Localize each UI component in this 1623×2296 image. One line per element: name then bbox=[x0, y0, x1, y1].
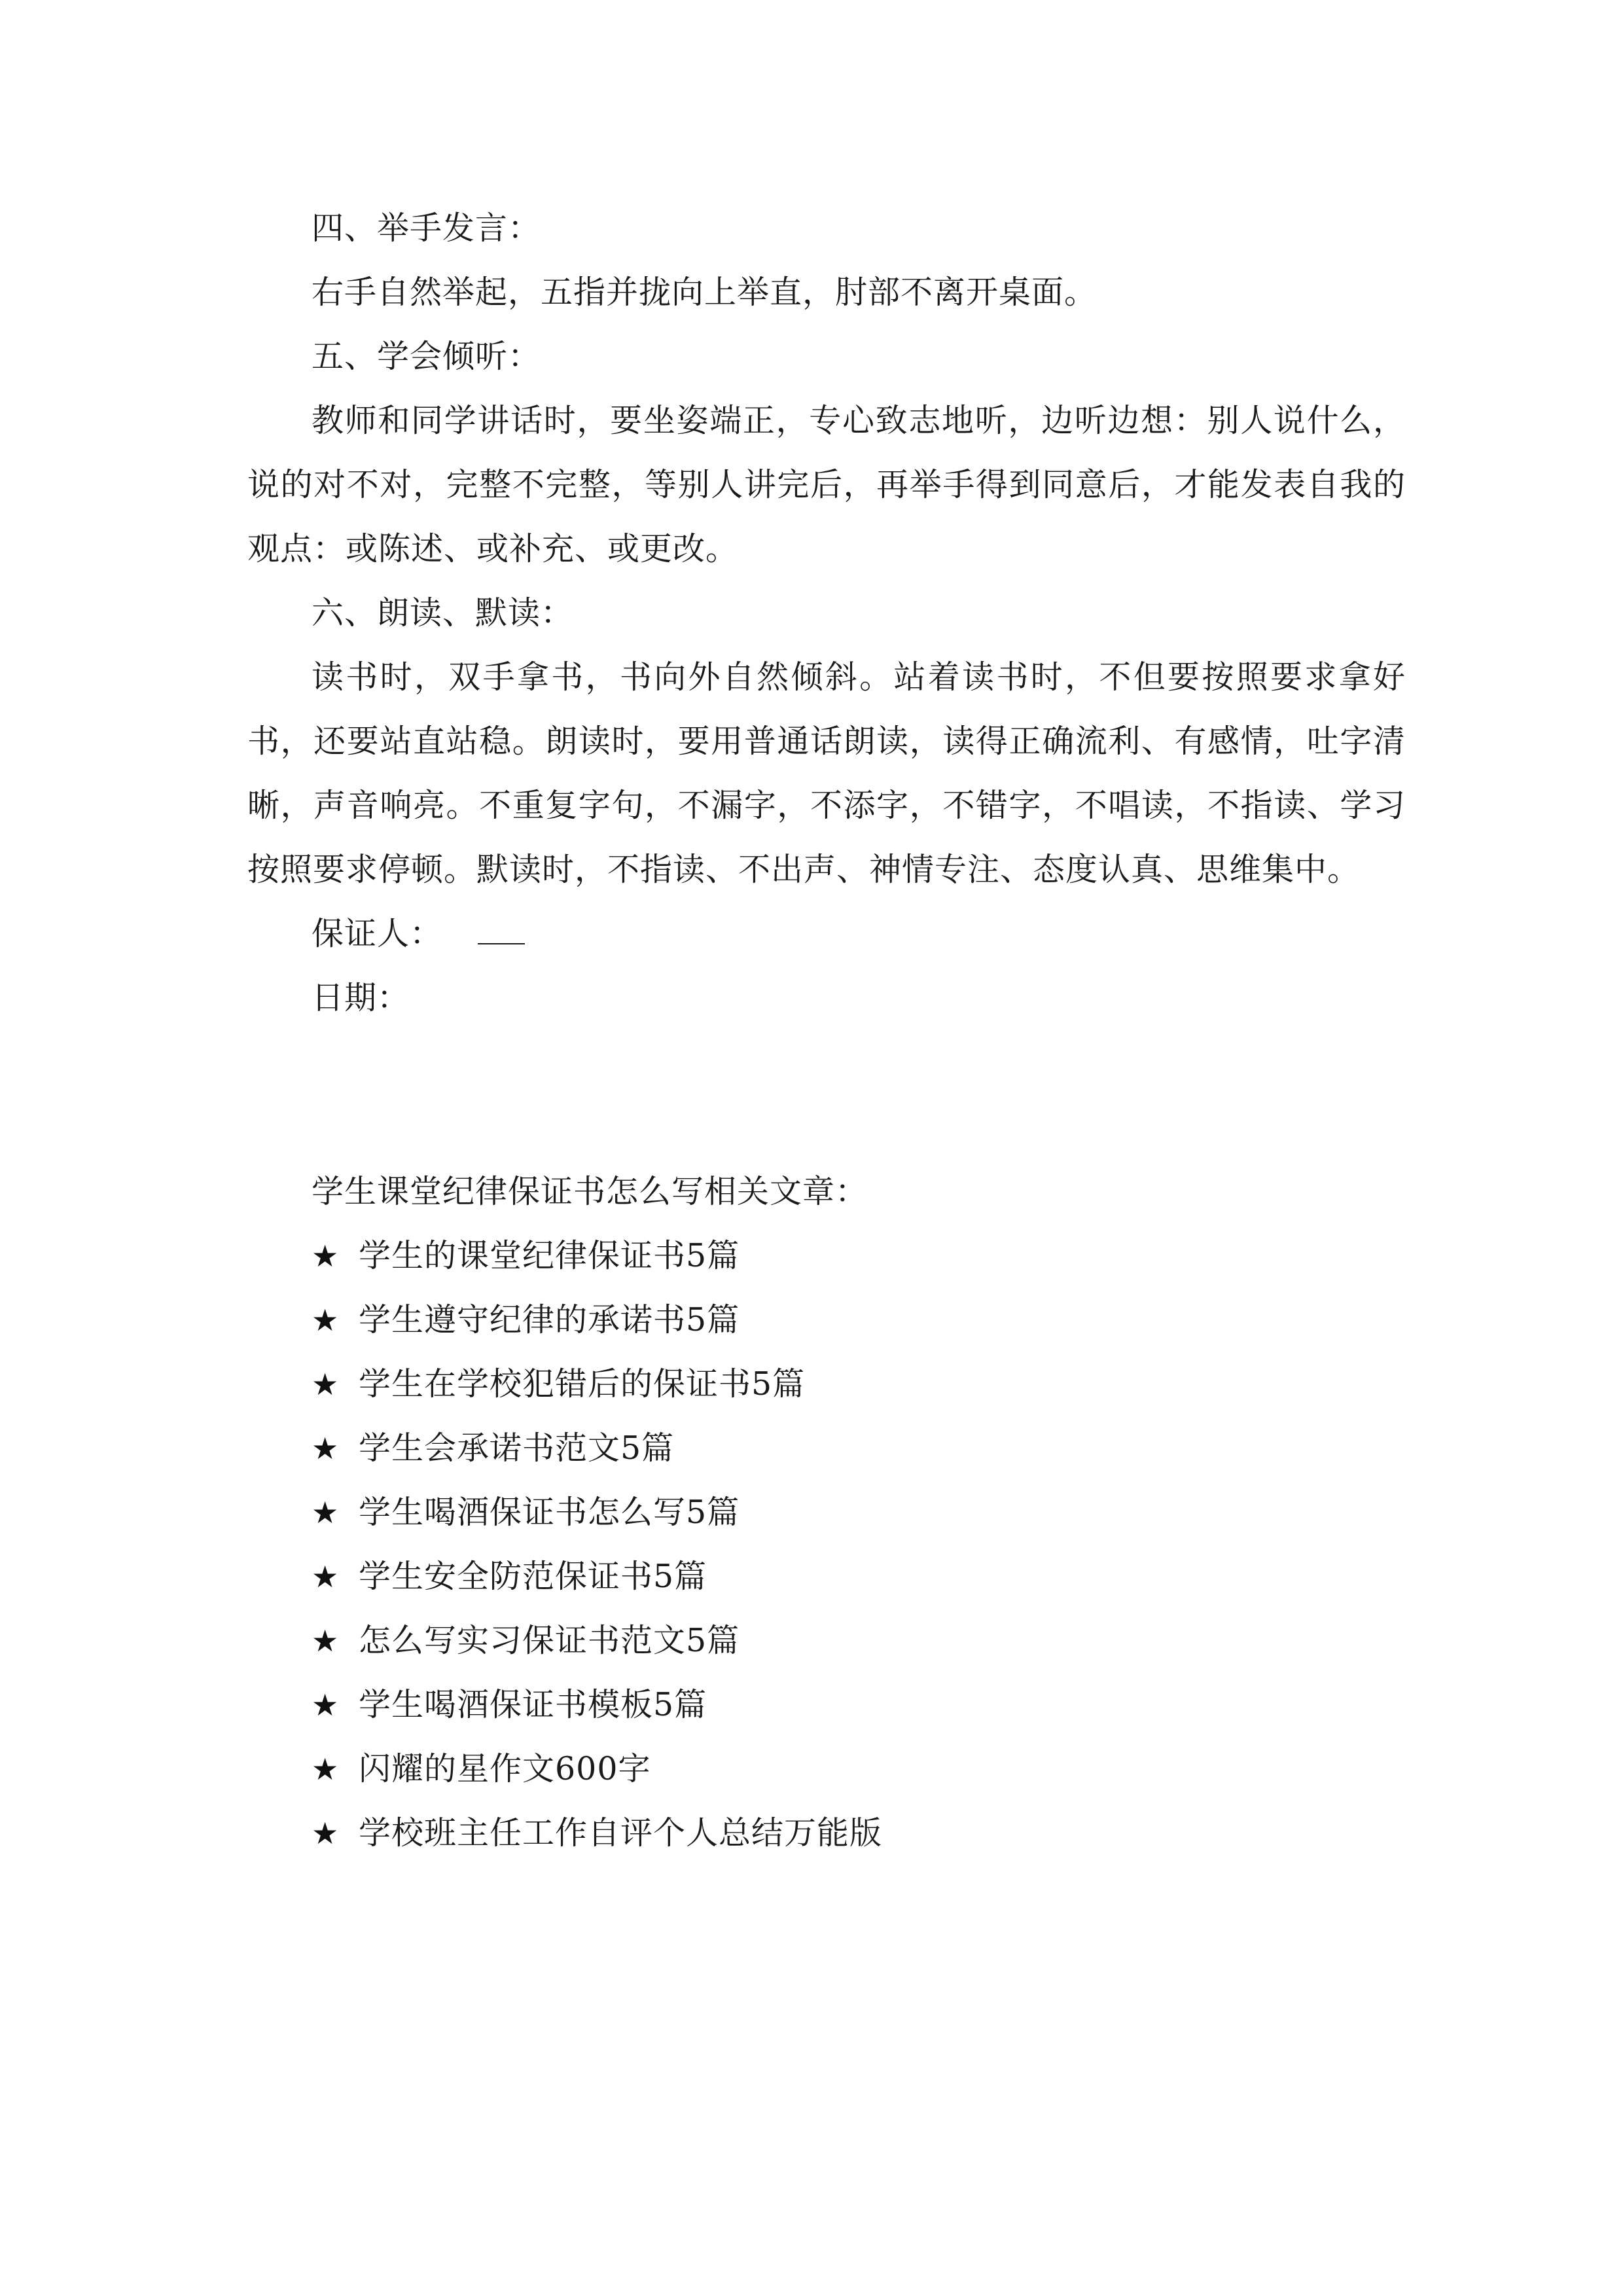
related-articles-title: 学生课堂纪律保证书怎么写相关文章： bbox=[312, 1173, 868, 1210]
date-label: 日期： bbox=[312, 979, 410, 1016]
guarantor-row bbox=[247, 902, 1406, 966]
star-icon: ★ bbox=[312, 1687, 340, 1723]
star-icon: ★ bbox=[312, 1751, 340, 1787]
related-article-item[interactable] bbox=[312, 1288, 1406, 1352]
related-article-item[interactable] bbox=[312, 1673, 1406, 1737]
paragraph-reading: 读书时，双手拿书，书向外自然倾斜。站着读书时，不但要按照要求拿好书，还要站直站稳。朗读时，要用普通话朗读，读得正确流利、有感情，吐字清晰，声音响亮。不重复字句，不漏字，不添字，不错字，不唱读，不指读、学习按照要求停顿。默读时，不指读、不出声、神情专注、态度认真、思维集中。 bbox=[247, 658, 1406, 888]
star-icon: ★ bbox=[312, 1302, 340, 1338]
related-article-item[interactable] bbox=[312, 1352, 1406, 1416]
related-articles-list bbox=[312, 1224, 1406, 1865]
related-article-item[interactable] bbox=[312, 1416, 1406, 1480]
section-heading-reading: 六、朗读、默读： bbox=[312, 594, 574, 632]
related-article-item[interactable] bbox=[312, 1609, 1406, 1673]
paragraph-listening: 教师和同学讲话时，要坐姿端正，专心致志地听，边听边想：别人说什么，说的对不对，完整不完整，等别人讲完后，再举手得到同意后，才能发表自我的观点：或陈述、或补充、或更改。 bbox=[247, 402, 1406, 567]
section-heading-raise-hand: 四、举手发言： bbox=[312, 209, 541, 247]
related-article-item[interactable] bbox=[312, 1801, 1406, 1865]
related-article-link[interactable]: 学生会承诺书范文5篇 bbox=[359, 1429, 675, 1467]
related-article-item[interactable] bbox=[312, 1545, 1406, 1609]
star-icon: ★ bbox=[312, 1623, 340, 1659]
related-article-link[interactable]: 学生喝酒保证书模板5篇 bbox=[359, 1686, 707, 1723]
star-icon: ★ bbox=[312, 1559, 340, 1594]
star-icon: ★ bbox=[312, 1238, 340, 1274]
guarantor-blank-line bbox=[478, 917, 525, 944]
related-article-link[interactable]: 学生的课堂纪律保证书5篇 bbox=[359, 1237, 740, 1274]
star-icon: ★ bbox=[312, 1816, 340, 1851]
star-icon: ★ bbox=[312, 1495, 340, 1530]
related-articles bbox=[312, 1160, 1406, 1865]
related-article-link[interactable]: 学生在学校犯错后的保证书5篇 bbox=[359, 1365, 806, 1403]
paragraph-raise-hand: 右手自然举起，五指并拢向上举直，肘部不离开桌面。 bbox=[312, 274, 1097, 311]
star-icon: ★ bbox=[312, 1431, 340, 1466]
related-article-link[interactable]: 学生遵守纪律的承诺书5篇 bbox=[359, 1301, 740, 1338]
date-row bbox=[247, 966, 1406, 1030]
section-heading-listening: 五、学会倾听： bbox=[312, 338, 541, 375]
related-article-item[interactable] bbox=[312, 1480, 1406, 1545]
document-body bbox=[247, 196, 1406, 1030]
star-icon: ★ bbox=[312, 1367, 340, 1402]
related-article-link[interactable]: 闪耀的星作文600字 bbox=[359, 1750, 651, 1787]
guarantor-label: 保证人： bbox=[312, 915, 443, 952]
related-article-link[interactable]: 学校班主任工作自评个人总结万能版 bbox=[359, 1814, 883, 1852]
related-article-link[interactable]: 怎么写实习保证书范文5篇 bbox=[359, 1622, 740, 1659]
related-article-item[interactable] bbox=[312, 1737, 1406, 1801]
related-article-link[interactable]: 学生喝酒保证书怎么写5篇 bbox=[359, 1494, 740, 1531]
related-article-item[interactable] bbox=[312, 1224, 1406, 1288]
related-article-link[interactable]: 学生安全防范保证书5篇 bbox=[359, 1558, 707, 1595]
